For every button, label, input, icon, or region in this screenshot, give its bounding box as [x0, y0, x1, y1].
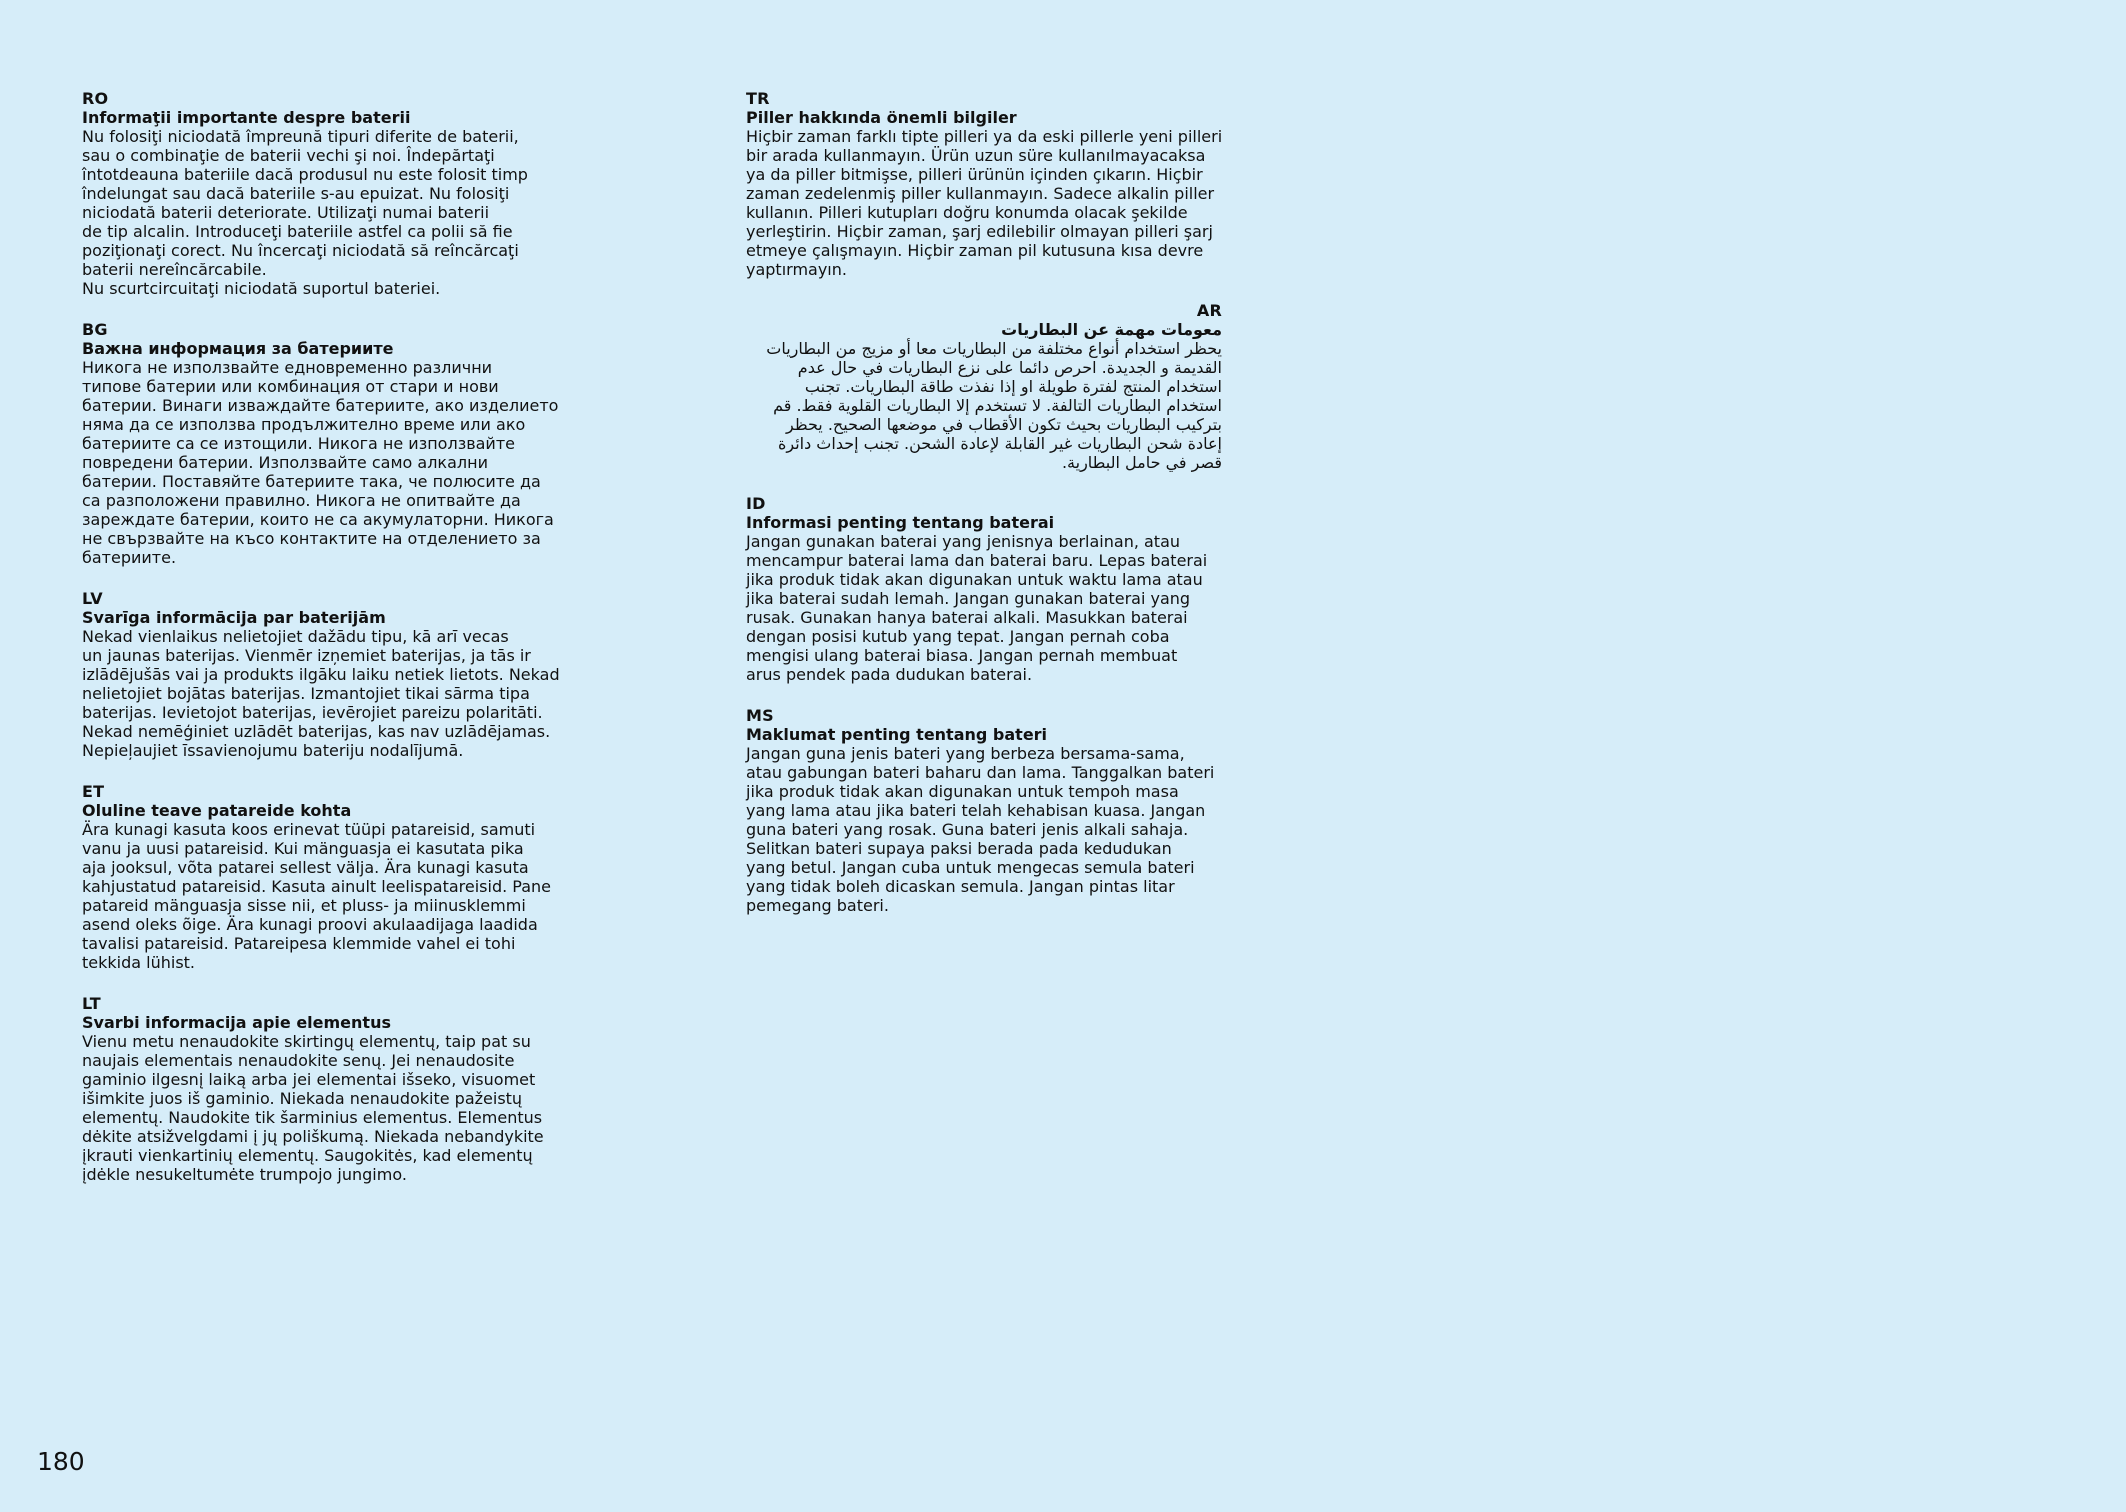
body-line: بتركيب البطاريات بحيث تكون الأقطاب في موضعها الصحيح. يحظر — [786, 415, 1222, 434]
language-code: ID — [746, 494, 766, 513]
body-line: типове батерии или комбинация от стари и нови — [82, 377, 499, 396]
section-heading: Svarīga informācija par baterijām — [82, 608, 386, 627]
body-line: jika produk tidak akan digunakan untuk tempoh masa — [746, 782, 1179, 801]
body-line: Nu folosiţi niciodată împreună tipuri diferite de baterii, — [82, 127, 519, 146]
body-line: arus pendek pada dudukan baterai. — [746, 665, 1033, 684]
language-code: LV — [82, 589, 103, 608]
body-line: întotdeauna bateriile dacă produsul nu este folosit timp — [82, 165, 528, 184]
section-body — [746, 127, 1222, 279]
body-line: bir arada kullanmayın. Ürün uzun süre kullanılmayacaksa — [746, 146, 1206, 165]
body-line: Nekad nemēģiniet uzlādēt baterijas, kas nav uzlādējamas. — [82, 722, 551, 741]
left-column — [82, 89, 570, 1206]
body-line: إعادة شحن البطاريات غير القابلة لإعادة الشحن. تجنب إحداث دائرة — [777, 434, 1222, 453]
section-heading: معومات مهمة عن البطاريات — [1001, 320, 1222, 339]
section-heading: Informasi penting tentang baterai — [746, 513, 1055, 532]
body-line: yaptırmayın. — [746, 260, 847, 279]
language-code: RO — [82, 89, 109, 108]
language-code: LT — [82, 994, 101, 1013]
section-ar — [746, 301, 1222, 472]
body-line: kullanın. Pilleri kutupları doğru konumda olacak şekilde — [746, 203, 1188, 222]
body-line: استخدام المنتج لفترة طويلة او إذا نفذت طاقة البطاريات. تجنب — [804, 377, 1222, 396]
body-line: zaman zedelenmiş piller kullanmayın. Sadece alkalin piller — [746, 184, 1215, 203]
body-line: elementų. Naudokite tik šarminius elementus. Elementus — [82, 1108, 543, 1127]
body-line: Ära kunagi kasuta koos erinevat tüüpi patareisid, samuti — [82, 820, 536, 839]
body-line: poziţionaţi corect. Nu încercaţi niciodată să reîncărcaţi — [82, 241, 519, 260]
body-line: asend oleks õige. Ära kunagi proovi akulaadijaga laadida — [82, 915, 538, 934]
section-heading: Piller hakkında önemli bilgiler — [746, 108, 1017, 127]
body-line: Selitkan bateri supaya paksi berada pada kedudukan — [746, 839, 1172, 858]
body-line: Jangan gunakan baterai yang jenisnya berlainan, atau — [746, 532, 1181, 551]
body-line: батерии. Винаги изваждайте батериите, ако изделието — [82, 396, 559, 415]
body-line: батериите са се изтощили. Никога не използвайте — [82, 434, 515, 453]
body-line: yang betul. Jangan cuba untuk mengecas semula bateri — [746, 858, 1195, 877]
body-line: îndelungat sau dacă bateriile s-au epuizat. Nu folosiţi — [82, 184, 510, 203]
body-line: tavalisi patareisid. Patareipesa klemmide vahel ei tohi — [82, 934, 516, 953]
body-line: mencampur baterai lama dan baterai baru. Lepas baterai — [746, 551, 1208, 570]
body-line: mengisi ulang baterai biasa. Jangan pernah membuat — [746, 646, 1178, 665]
body-line: guna bateri yang rosak. Guna bateri jenis alkali sahaja. — [746, 820, 1189, 839]
body-line: įdėkle nesukeltumėte trumpojo jungimo. — [82, 1165, 407, 1184]
body-line: повредени батерии. Използвайте само алкални — [82, 453, 488, 472]
body-line: ya da piller bitmişse, pilleri ürünün içinden çıkarın. Hiçbir — [746, 165, 1203, 184]
body-line: įkrauti vienkartinių elementų. Saugokitės, kad elementų — [82, 1146, 533, 1165]
language-code: BG — [82, 320, 108, 339]
body-line: зареждате батерии, които не са акумулаторни. Никога — [82, 510, 554, 529]
language-code: MS — [746, 706, 774, 725]
language-code: TR — [746, 89, 770, 108]
body-line: няма да се използва продължително време или ако — [82, 415, 526, 434]
body-line: Nu scurtcircuitaţi niciodată suportul bateriei. — [82, 279, 441, 298]
body-line: Hiçbir zaman farklı tipte pilleri ya da eski pillerle yeni pilleri — [746, 127, 1223, 146]
section-et — [82, 782, 570, 972]
section-heading: Важна информация за батериите — [82, 339, 394, 358]
page-number: 180 — [37, 1447, 85, 1476]
right-column — [746, 89, 1222, 937]
body-line: nelietojiet bojātas baterijas. Izmantojiet tikai sārma tipa — [82, 684, 530, 703]
body-line: vanu ja uusi patareisid. Kui mänguasja ei kasutata pika — [82, 839, 524, 858]
section-body — [82, 358, 570, 567]
section-lv — [82, 589, 570, 760]
body-line: baterijas. Ievietojot baterijas, ievērojiet pareizu polaritāti. — [82, 703, 543, 722]
body-line: jika baterai sudah lemah. Jangan gunakan baterai yang — [746, 589, 1191, 608]
section-body — [746, 744, 1222, 915]
body-line: rusak. Gunakan hanya baterai alkali. Masukkan baterai — [746, 608, 1188, 627]
body-line: kahjustatud patareisid. Kasuta ainult leelispatareisid. Pane — [82, 877, 551, 896]
body-line: naujais elementais nenaudokite senų. Jei nenaudosite — [82, 1051, 515, 1070]
section-body — [82, 127, 570, 298]
body-line: Jangan guna jenis bateri yang berbeza bersama-sama, — [746, 744, 1185, 763]
body-line: niciodată baterii deteriorate. Utilizaţi numai baterii — [82, 203, 490, 222]
body-line: dėkite atsižvelgdami į jų poliškumą. Niekada nebandykite — [82, 1127, 544, 1146]
body-line: tekkida lühist. — [82, 953, 196, 972]
body-line: батерии. Поставяйте батериите така, че полюсите да — [82, 472, 541, 491]
body-line: yang tidak boleh dicaskan semula. Jangan pintas litar — [746, 877, 1175, 896]
section-body — [82, 1032, 570, 1184]
body-line: يحظر استخدام أنواع مختلفة من البطاريات معا أو مزيج من البطاريات — [766, 339, 1222, 358]
body-line: батериите. — [82, 548, 177, 567]
section-body — [746, 532, 1222, 684]
section-heading: Informaţii importante despre baterii — [82, 108, 411, 127]
body-line: Nepieļaujiet īssavienojumu bateriju nodalījumā. — [82, 741, 464, 760]
body-line: са разположени правилно. Никога не опитвайте да — [82, 491, 521, 510]
body-line: baterii nereîncărcabile. — [82, 260, 267, 279]
body-line: patareid mänguasja sisse nii, et pluss- ja miinusklemmi — [82, 896, 526, 915]
section-heading: Svarbi informacija apie elementus — [82, 1013, 391, 1032]
body-line: pemegang bateri. — [746, 896, 889, 915]
body-line: sau o combinaţie de baterii vechi şi noi. Îndepărtaţi — [82, 146, 495, 165]
language-code: ET — [82, 782, 105, 801]
section-tr — [746, 89, 1222, 279]
body-line: jika produk tidak akan digunakan untuk waktu lama atau — [746, 570, 1203, 589]
body-line: dengan posisi kutub yang tepat. Jangan pernah coba — [746, 627, 1170, 646]
section-body — [746, 339, 1222, 472]
body-line: استخدام البطاريات التالفة. لا تستخدم إلا البطاريات القلوية فقط. قم — [773, 396, 1222, 415]
section-body — [82, 820, 570, 972]
body-line: atau gabungan bateri baharu dan lama. Tanggalkan bateri — [746, 763, 1215, 782]
body-line: القديمة و الجديدة. احرص دائما على نزع البطاريات في حال عدم — [797, 358, 1222, 377]
body-line: išimkite juos iš gaminio. Niekada nenaudokite pažeistų — [82, 1089, 523, 1108]
body-line: не свързвайте на късо контактите на отделението за — [82, 529, 541, 548]
section-heading: Oluline teave patareide kohta — [82, 801, 352, 820]
body-line: izlādējušās vai ja produkts ilgāku laiku netiek lietots. Nekad — [82, 665, 560, 684]
body-line: gaminio ilgesnį laiką arba jei elementai išseko, visuomet — [82, 1070, 536, 1089]
body-line: Никога не използвайте едновременно различни — [82, 358, 493, 377]
section-ms — [746, 706, 1222, 915]
section-lt — [82, 994, 570, 1184]
section-ro — [82, 89, 570, 298]
section-body — [82, 627, 570, 760]
body-line: etmeye çalışmayın. Hiçbir zaman pil kutusuna kısa devre — [746, 241, 1204, 260]
body-line: Vienu metu nenaudokite skirtingų elementų, taip pat su — [82, 1032, 531, 1051]
body-line: Nekad vienlaikus nelietojiet dažādu tipu, kā arī vecas — [82, 627, 509, 646]
body-line: قصر في حامل البطارية. — [1061, 453, 1222, 472]
section-heading: Maklumat penting tentang bateri — [746, 725, 1048, 744]
body-line: yang lama atau jika bateri telah kehabisan kuasa. Jangan — [746, 801, 1206, 820]
section-id — [746, 494, 1222, 684]
section-bg — [82, 320, 570, 567]
language-code: AR — [1196, 301, 1222, 320]
body-line: un jaunas baterijas. Vienmēr izņemiet baterijas, ja tās ir — [82, 646, 531, 665]
body-line: aja jooksul, võta patarei sellest välja. Ära kunagi kasuta — [82, 858, 529, 877]
body-line: yerleştirin. Hiçbir zaman, şarj edilebilir olmayan pilleri şarj — [746, 222, 1213, 241]
body-line: de tip alcalin. Introduceţi bateriile astfel ca polii să fie — [82, 222, 513, 241]
